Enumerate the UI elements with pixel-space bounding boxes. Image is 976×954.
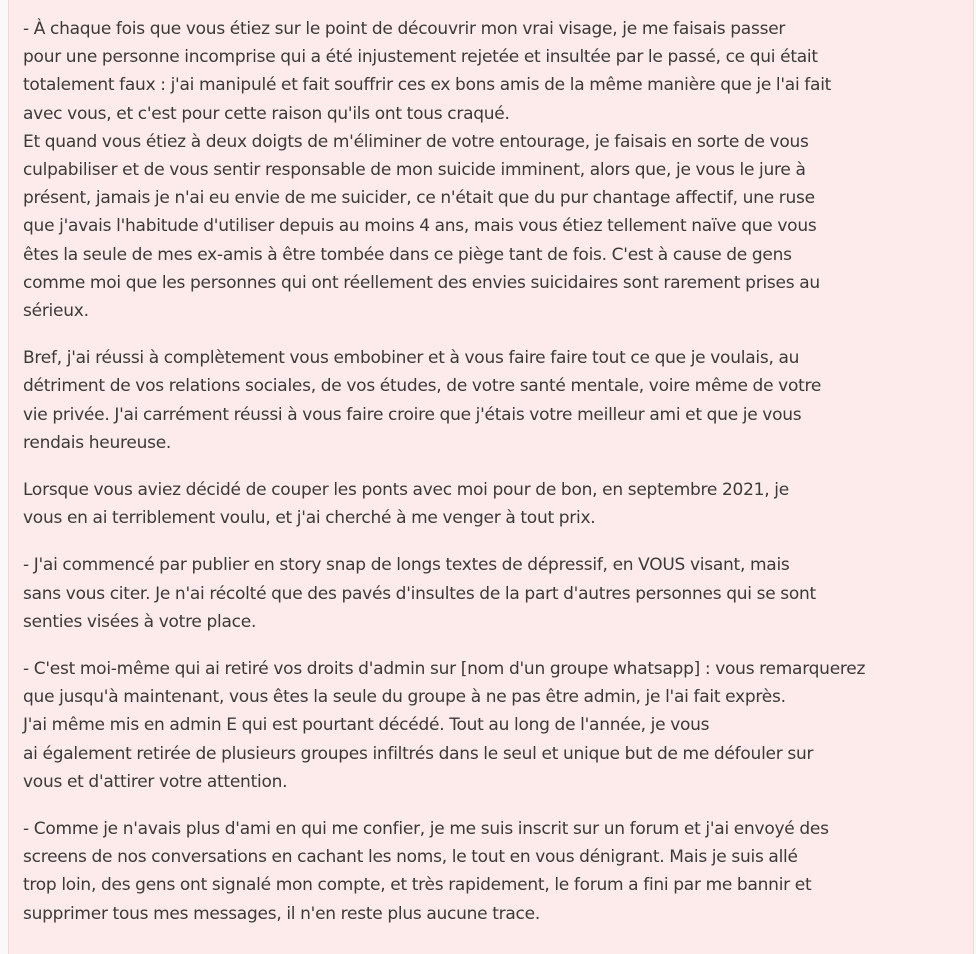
text-line: screens de nos conversations en cachant les noms, le tout en vous dénigrant. Mais je suis allé [23, 847, 798, 868]
text-line: présent, jamais je n'ai eu envie de me suicider, ce n'était que du pur chantage affectif, une ruse [23, 188, 815, 209]
text-line: pour une personne incomprise qui a été injustement rejetée et insultée par le passé, ce qui était [23, 47, 818, 68]
text-line: êtes la seule de mes ex-amis à être tombée dans ce piège tant de fois. C'est à cause de gens [23, 244, 792, 265]
text-line: vous en ai terriblement voulu, et j'ai cherché à me venger à tout prix. [23, 508, 596, 529]
text-line: avec vous, et c'est pour cette raison qu'ils ont tous craqué. [23, 103, 510, 124]
text-line: J'ai même mis en admin E qui est pourtant décédé. Tout au long de l'année, je vous [23, 715, 710, 736]
paragraph-5 [23, 655, 958, 796]
message-panel [8, 0, 974, 954]
paragraph-3 [23, 476, 958, 532]
text-line: trop loin, des gens ont signalé mon compte, et très rapidement, le forum a fini par me bannir et [23, 875, 812, 896]
text-line: - C'est moi-même qui ai retiré vos droits d'admin sur [nom d'un groupe whatsapp] : vous remarquerez [23, 659, 866, 680]
text-line: que jusqu'à maintenant, vous êtes la seule du groupe à ne pas être admin, je l'ai fait exprès. [23, 687, 786, 708]
text-line: comme moi que les personnes qui ont réellement des envies suicidaires sont rarement prises au [23, 272, 820, 293]
text-line: vous et d'attirer votre attention. [23, 771, 288, 792]
paragraph-1 [23, 15, 958, 325]
paragraph-6 [23, 815, 958, 928]
text-line: sérieux. [23, 301, 89, 322]
text-line: - J'ai commencé par publier en story snap de longs textes de dépressif, en VOUS visant, mais [23, 555, 790, 576]
text-line: senties visées à votre place. [23, 611, 257, 632]
text-line: ai également retirée de plusieurs groupes infiltrés dans le seul et unique but de me défouler sur [23, 743, 814, 764]
paragraph-4 [23, 551, 958, 636]
text-line: vie privée. J'ai carrément réussi à vous faire croire que j'étais votre meilleur ami et que je vous [23, 404, 802, 425]
text-line: sans vous citer. Je n'ai récolté que des pavés d'insultes de la part d'autres personnes qui se sont [23, 583, 816, 604]
text-line: Bref, j'ai réussi à complètement vous embobiner et à vous faire faire tout ce que je voulais, au [23, 348, 800, 369]
text-line: rendais heureuse. [23, 432, 172, 453]
text-line: Lorsque vous aviez décidé de couper les ponts avec moi pour de bon, en septembre 2021, je [23, 480, 789, 501]
text-line: Et quand vous étiez à deux doigts de m'éliminer de votre entourage, je faisais en sorte de vous [23, 131, 809, 152]
text-line: culpabiliser et de vous sentir responsable de mon suicide imminent, alors que, je vous le jure à [23, 160, 806, 181]
text-line: supprimer tous mes messages, il n'en reste plus aucune trace. [23, 903, 541, 924]
paragraph-2 [23, 344, 958, 457]
message-body [23, 15, 958, 947]
text-line: totalement faux : j'ai manipulé et fait souffrir ces ex bons amis de la même manière que je l'ai fait [23, 75, 832, 96]
text-line: que j'avais l'habitude d'utiliser depuis au moins 4 ans, mais vous étiez tellement naïve que vous [23, 216, 817, 237]
text-line: - Comme je n'avais plus d'ami en qui me confier, je me suis inscrit sur un forum et j'ai envoyé des [23, 819, 829, 840]
text-line: détriment de vos relations sociales, de vos études, de votre santé mentale, voire même de votre [23, 376, 822, 397]
text-line: - À chaque fois que vous étiez sur le point de découvrir mon vrai visage, je me faisais passer [23, 19, 786, 39]
